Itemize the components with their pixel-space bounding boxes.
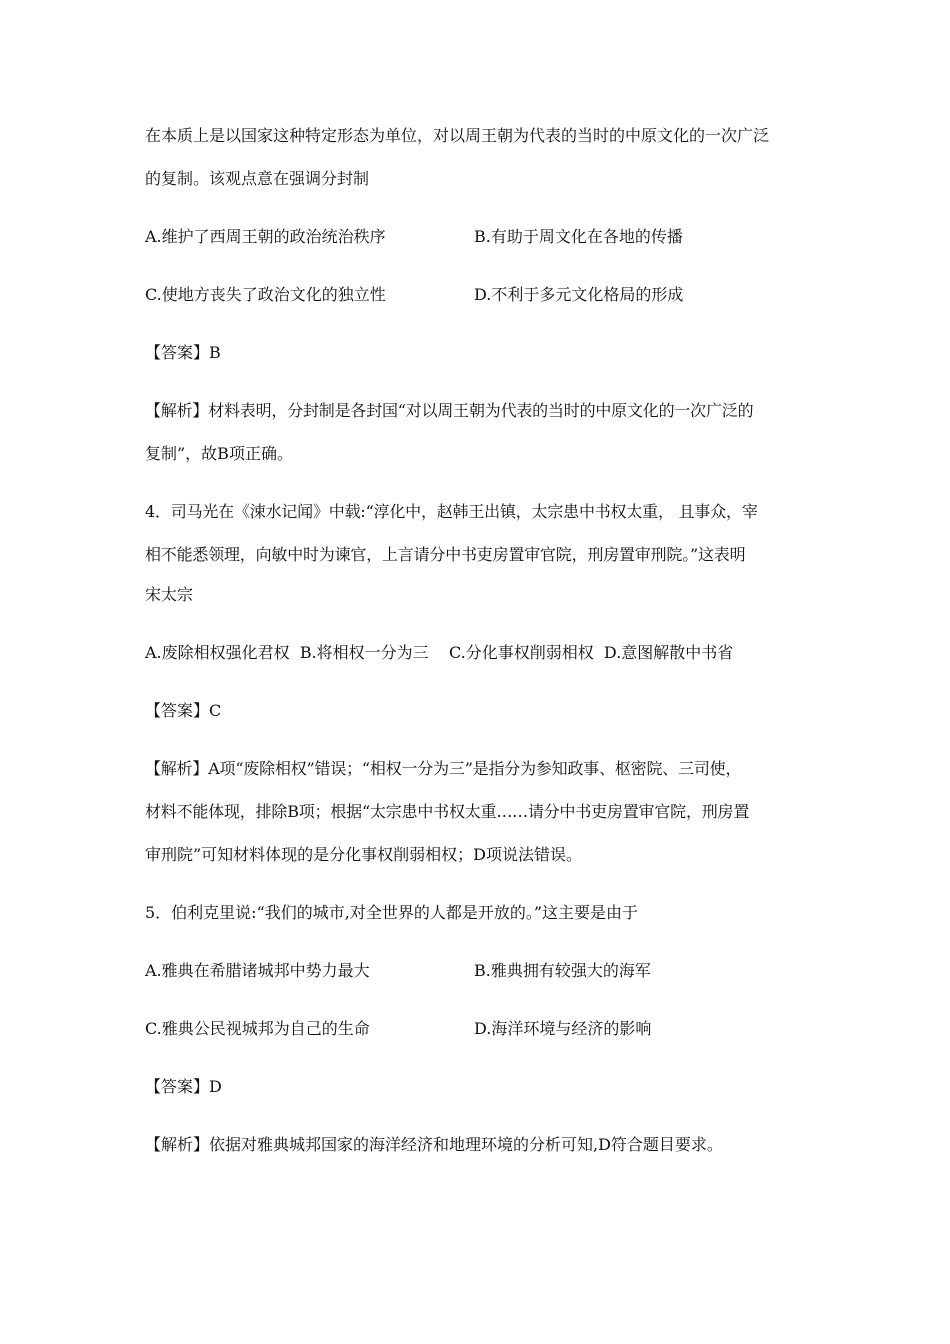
q5-option-d: D.海洋环境与经济的影响 [474, 1019, 652, 1038]
q3-analysis-line-1: 【解析】材料表明，分封制是各封国“对以周王朝为代表的当时的中原文化的一次广泛的 [145, 401, 754, 420]
q3-answer: 【答案】B [145, 343, 221, 362]
q4-analysis-line-3: 审刑院”可知材料体现的是分化事权削弱相权；D项说法错误。 [145, 845, 583, 864]
q5-option-a: A.雅典在希腊诸城邦中势力最大 [145, 961, 370, 980]
q5-stem-line-1: 5．伯利克里说:“我们的城市,对全世界的人都是开放的。”这主要是由于 [145, 903, 639, 922]
q3-option-a: A.维护了西周王朝的政治统治秩序 [145, 227, 386, 246]
q5-option-b: B.雅典拥有较强大的海军 [474, 961, 651, 980]
q4-analysis-line-1: 【解析】A项“废除相权”错误；“相权一分为三”是指分为参知政事、枢密院、三司使， [145, 759, 742, 778]
q4-analysis-line-2: 材料不能体现，排除B项；根据“太宗患中书权太重……请分中书吏房置审官院，刑房置 [145, 802, 750, 821]
q4-stem-line-1: 4．司马光在《涑水记闻》中载:“淳化中，赵韩王出镇，太宗患中书权太重， 且事众，宰 [145, 502, 758, 521]
q4-answer: 【答案】C [145, 701, 222, 720]
q3-stem-line-2: 的复制。该观点意在强调分封制 [145, 169, 370, 188]
q5-analysis-line-1: 【解析】依据对雅典城邦国家的海洋经济和地理环境的分析可知,D符合题目要求。 [145, 1135, 723, 1154]
q5-option-c: C.雅典公民视城邦为自己的生命 [145, 1019, 370, 1038]
q3-option-c: C.使地方丧失了政治文化的独立性 [145, 285, 386, 304]
q4-options: A.废除相权强化君权 B.将相权一分为三 C.分化事权削弱相权 D.意图解散中书省 [145, 643, 734, 662]
q4-stem-line-3: 宋太宗 [145, 585, 194, 604]
q3-stem-line-1: 在本质上是以国家这种特定形态为单位，对以周王朝为代表的当时的中原文化的一次广泛 [145, 126, 770, 145]
q3-analysis-line-2: 复制”，故B项正确。 [145, 444, 293, 463]
q5-answer: 【答案】D [145, 1077, 222, 1096]
q3-option-d: D.不利于多元文化格局的形成 [474, 285, 684, 304]
q3-option-b: B.有助于周文化在各地的传播 [474, 227, 683, 246]
q4-stem-line-2: 相不能悉领理，向敏中时为谏官，上言请分中书吏房置审官院，刑房置审刑院。”这表明 [145, 545, 746, 564]
